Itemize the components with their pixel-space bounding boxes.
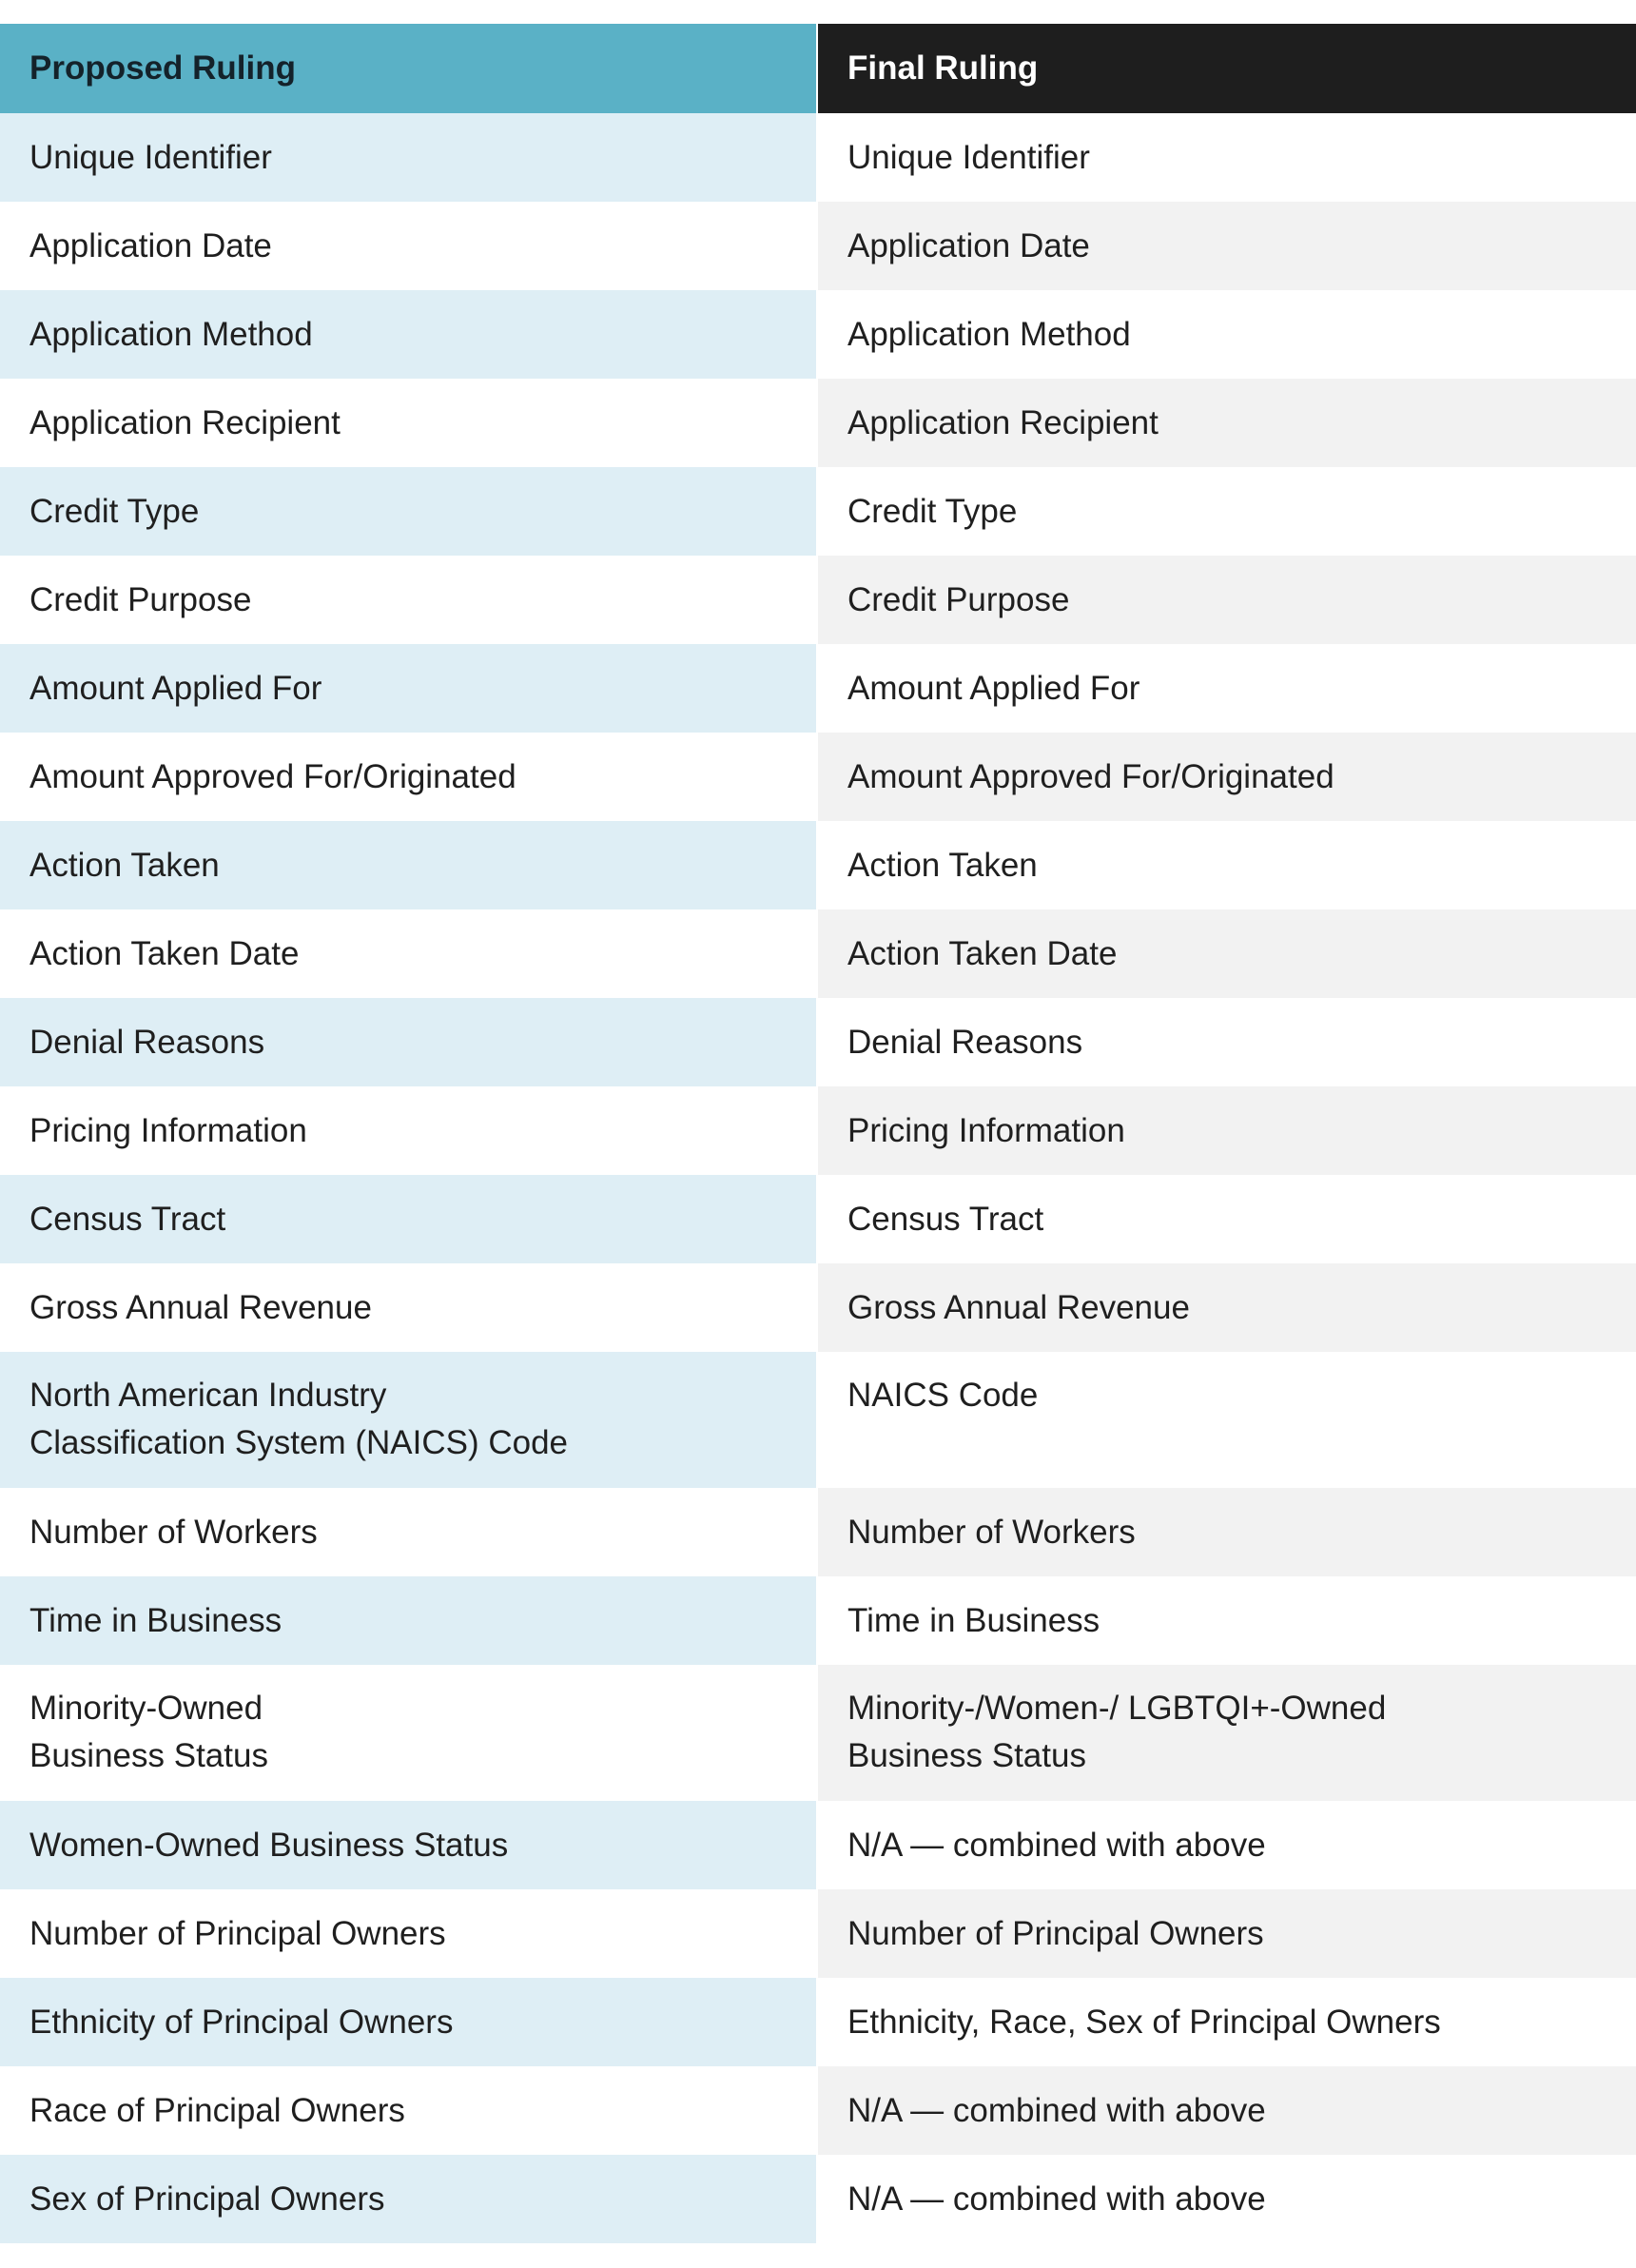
table-row [0, 1978, 1636, 2066]
final-ruling-text: NAICS Code [847, 1377, 1039, 1414]
final-ruling-text: N/A — combined with above [847, 1826, 1266, 1864]
header-final-label: Final Ruling [847, 49, 1039, 87]
final-ruling-text: Number of Workers [847, 1513, 1136, 1551]
final-ruling-text: Credit Type [847, 492, 1018, 530]
final-ruling-text: Credit Purpose [847, 580, 1070, 618]
proposed-ruling-cell [0, 1665, 816, 1801]
table-row [0, 2155, 1636, 2243]
proposed-ruling-text: Pricing Information [29, 1111, 307, 1149]
proposed-ruling-cell [0, 1352, 816, 1488]
final-ruling-text: Application Method [847, 315, 1131, 353]
table-row [0, 113, 1636, 202]
proposed-ruling-text: Credit Type [29, 492, 200, 530]
proposed-ruling-text: Action Taken Date [29, 934, 300, 972]
final-ruling-text: Ethnicity, Race, Sex of Principal Owners [847, 2003, 1441, 2041]
proposed-ruling-cell [0, 1263, 816, 1352]
proposed-ruling-cell [0, 467, 816, 556]
proposed-ruling-cell [0, 290, 816, 379]
final-ruling-cell [818, 2155, 1636, 2243]
final-ruling-text: Application Recipient [847, 403, 1159, 441]
proposed-ruling-text: Denial Reasons [29, 1023, 265, 1061]
proposed-ruling-cell [0, 733, 816, 821]
proposed-ruling-text: Census Tract [29, 1200, 226, 1238]
table-row [0, 556, 1636, 644]
final-ruling-text: Unique Identifier [847, 138, 1090, 176]
header-proposed-label: Proposed Ruling [29, 49, 296, 87]
table-row [0, 290, 1636, 379]
final-ruling-cell [818, 821, 1636, 909]
proposed-ruling-cell [0, 998, 816, 1086]
final-ruling-cell [818, 733, 1636, 821]
final-ruling-cell [818, 1175, 1636, 1263]
table-body [0, 113, 1636, 2243]
final-ruling-text: Amount Applied For [847, 669, 1140, 707]
proposed-ruling-text: Time in Business [29, 1601, 282, 1639]
table-row [0, 733, 1636, 821]
proposed-ruling-cell [0, 2066, 816, 2155]
final-ruling-cell [818, 1263, 1636, 1352]
table-row [0, 1086, 1636, 1175]
proposed-ruling-text: Women-Owned Business Status [29, 1826, 509, 1864]
proposed-ruling-text: Amount Approved For/Originated [29, 757, 516, 795]
final-ruling-cell [818, 202, 1636, 290]
table-row [0, 1175, 1636, 1263]
final-ruling-cell [818, 556, 1636, 644]
table-row [0, 998, 1636, 1086]
table-row [0, 2066, 1636, 2155]
final-ruling-cell [818, 1665, 1636, 1801]
table-row [0, 644, 1636, 733]
proposed-ruling-cell [0, 1488, 816, 1576]
final-ruling-text: Action Taken [847, 846, 1038, 884]
proposed-ruling-cell [0, 1086, 816, 1175]
proposed-ruling-text: Application Method [29, 315, 313, 353]
table-row [0, 1352, 1636, 1488]
final-ruling-cell [818, 909, 1636, 998]
final-ruling-cell [818, 1086, 1636, 1175]
table-row [0, 1263, 1636, 1352]
final-ruling-text: Denial Reasons [847, 1023, 1083, 1061]
proposed-ruling-text: Unique Identifier [29, 138, 272, 176]
final-ruling-text: Minority-/Women-/ LGBTQI+-Owned Business Status [847, 1690, 1387, 1774]
final-ruling-cell [818, 2066, 1636, 2155]
proposed-ruling-text: Ethnicity of Principal Owners [29, 2003, 454, 2041]
table-row [0, 1576, 1636, 1665]
final-ruling-cell [818, 1978, 1636, 2066]
proposed-ruling-cell [0, 1175, 816, 1263]
proposed-ruling-text: Number of Workers [29, 1513, 318, 1551]
table-row [0, 1665, 1636, 1801]
proposed-ruling-text: Credit Purpose [29, 580, 252, 618]
final-ruling-cell [818, 1352, 1636, 1488]
proposed-ruling-text: Gross Annual Revenue [29, 1288, 372, 1326]
proposed-ruling-cell [0, 113, 816, 202]
proposed-ruling-text: Action Taken [29, 846, 220, 884]
comparison-table [0, 24, 1636, 2243]
final-ruling-cell [818, 998, 1636, 1086]
final-ruling-text: N/A — combined with above [847, 2091, 1266, 2129]
final-ruling-cell [818, 379, 1636, 467]
final-ruling-text: Number of Principal Owners [847, 1914, 1264, 1952]
final-ruling-cell [818, 1889, 1636, 1978]
table-row [0, 1801, 1636, 1889]
table-header-row [0, 24, 1636, 113]
proposed-ruling-cell [0, 909, 816, 998]
final-ruling-text: Gross Annual Revenue [847, 1288, 1190, 1326]
final-ruling-text: Application Date [847, 226, 1090, 264]
table-row [0, 909, 1636, 998]
final-ruling-cell [818, 290, 1636, 379]
proposed-ruling-text: Minority-Owned Business Status [29, 1690, 268, 1774]
final-ruling-text: Pricing Information [847, 1111, 1125, 1149]
proposed-ruling-cell [0, 556, 816, 644]
proposed-ruling-text: Application Recipient [29, 403, 341, 441]
final-ruling-text: N/A — combined with above [847, 2180, 1266, 2218]
proposed-ruling-cell [0, 1576, 816, 1665]
header-proposed-ruling [0, 24, 816, 113]
proposed-ruling-text: Application Date [29, 226, 272, 264]
header-final-ruling [818, 24, 1636, 113]
proposed-ruling-cell [0, 2155, 816, 2243]
proposed-ruling-text: North American Industry Classification System (NAICS) Code [29, 1377, 568, 1461]
table-row [0, 379, 1636, 467]
proposed-ruling-text: Amount Applied For [29, 669, 322, 707]
proposed-ruling-cell [0, 202, 816, 290]
proposed-ruling-cell [0, 1801, 816, 1889]
proposed-ruling-text: Sex of Principal Owners [29, 2180, 385, 2218]
final-ruling-cell [818, 1576, 1636, 1665]
table-row [0, 821, 1636, 909]
final-ruling-text: Action Taken Date [847, 934, 1118, 972]
final-ruling-cell [818, 467, 1636, 556]
final-ruling-text: Amount Approved For/Originated [847, 757, 1334, 795]
proposed-ruling-cell [0, 379, 816, 467]
proposed-ruling-cell [0, 821, 816, 909]
table-row [0, 467, 1636, 556]
final-ruling-cell [818, 113, 1636, 202]
proposed-ruling-cell [0, 1889, 816, 1978]
final-ruling-cell [818, 1801, 1636, 1889]
final-ruling-text: Time in Business [847, 1601, 1100, 1639]
proposed-ruling-cell [0, 644, 816, 733]
final-ruling-cell [818, 644, 1636, 733]
proposed-ruling-cell [0, 1978, 816, 2066]
final-ruling-cell [818, 1488, 1636, 1576]
proposed-ruling-text: Race of Principal Owners [29, 2091, 405, 2129]
final-ruling-text: Census Tract [847, 1200, 1044, 1238]
table-row [0, 1889, 1636, 1978]
table-row [0, 1488, 1636, 1576]
table-row [0, 202, 1636, 290]
proposed-ruling-text: Number of Principal Owners [29, 1914, 446, 1952]
